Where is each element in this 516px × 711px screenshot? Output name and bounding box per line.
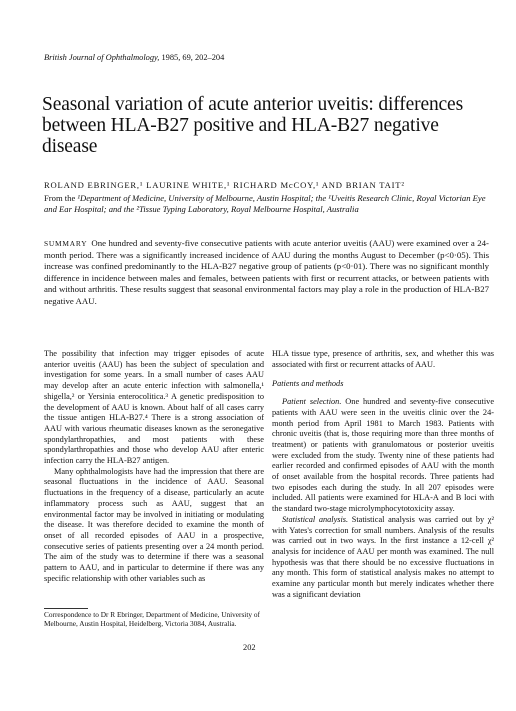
- journal-volume: 1985, 69, 202–204: [161, 53, 225, 62]
- body-paragraph: The possibility that infection may trigger episodes of acute anterior uveitis (AAU) has been the subject of speculation and investigation for some years. In a small number of cases AAU may develop after an acute enteric infection with salmonella,¹ shigella,² or Yersinia enterocolitica.³ A genetic predisposition to the development of AAU is known. About half of all cases carry the tissue antigen HLA-B27.⁴ There is a strong association of AAU with various rheumatic diseases known as the seronegative spondylarthropathies, and most patients with these spondylarthropathies and those who develop AAU after enteric infection carry the HLA-B27 antigen.: [44, 349, 264, 466]
- subheading: Patient selection.: [282, 397, 342, 407]
- article-title: Seasonal variation of acute anterior uveitis: differences between HLA-B27 positive and HLA-B27 negative disease: [42, 94, 464, 157]
- body-column-left: [44, 349, 264, 584]
- paragraph-text: Statistical analysis was carried out by χ² with Yates's correction for small numbers. Analysis of the results was carried out in two ways. In the first instance a 12-cell χ² analysis for incidence of AAU per month was examined. The null hypothesis was that there should be no excessive fluctuations in any month. This form of statistical analysis makes no attempt to examine any particular month but merely indicates whether there was a significant deviation: [272, 514, 494, 599]
- body-column-right: [272, 349, 494, 600]
- affiliation: [44, 193, 494, 214]
- affiliation-lead: From the: [44, 193, 76, 203]
- journal-name: British Journal of Ophthalmology,: [44, 53, 160, 62]
- paragraph-text: One hundred and seventy-five consecutive patients with AAU were seen in the uveitis clinic over the 24-month period from April 1981 to March 1983. Patients with chronic uveitis (that is, those requiring more than three months of treatment) or patients with granulomatous or posterior uveitis were excluded from the study. Twenty nine of these patients had earlier recorded and confirmed episodes of AAU with the month of onset available from the hospital records. Three patients had two episodes each during the study. In all 207 episodes were included. All patients were examined for HLA-A and B loci with the standard two-stage microlymphocytotoxicity assay.: [272, 397, 495, 514]
- body-paragraph: [272, 515, 494, 601]
- affiliation-text: ¹Department of Medicine, University of Melbourne, Austin Hospital; the ¹Uveitis Research Clinic, Royal Victorian Eye and Ear Hospital; and the ²Tissue Typing Laboratory, Royal Melbourne Hospital, Australia: [44, 193, 486, 214]
- journal-citation: [44, 53, 224, 62]
- page-number: 202: [243, 643, 256, 652]
- body-paragraph: [272, 397, 494, 515]
- body-paragraph: HLA tissue type, presence of arthritis, sex, and whether this was associated with first or recurrent attacks of AAU.: [272, 349, 494, 369]
- abstract: [44, 238, 489, 308]
- correspondence-footnote: Correspondence to Dr R Ebringer, Department of Medicine, University of Melbourne, Austin Hospital, Heidelberg, Victoria 3084, Australia.: [44, 610, 260, 629]
- body-paragraph: Many ophthalmologists have had the impression that there are seasonal fluctuations in the incidence of AAU. Seasonal fluctuations in the frequency of a disease, particularly an acute inflammatory process such as AAU, suggest that an environmental factor may be involved in initiating or modulating the disease. It was therefore decided to examine the month of onset of all recorded episodes of AAU in a prospective, consecutive series of patients presenting over a 24 month period. The aim of the study was to determine if there was a seasonal pattern to AAU, and in particular to determine if there was any specific relationship with other variables such as: [44, 466, 264, 583]
- section-heading: Patients and methods: [272, 379, 344, 389]
- subheading: Statistical analysis.: [282, 514, 349, 524]
- abstract-label: SUMMARY: [44, 239, 88, 248]
- footnote-divider: [44, 608, 88, 609]
- abstract-text: One hundred and seventy-five consecutive patients with acute anterior uveitis (AAU) were examined over a 24-month period. There was a significantly increased incidence of AAU during the months August to December (p<0·05). This increase was confined predominantly to the HLA-B27 negative group of patients (p<0·01). There was no significant monthly difference in incidence between males and females, between patients with first or recurrent attacks, or between patients with and without arthritis. These results suggest that seasonal environmental factors may play a role in the production of HLA-B27 negative AAU.: [44, 238, 489, 306]
- author-list: ROLAND EBRINGER,¹ LAURINE WHITE,¹ RICHARD McCOY,¹ AND BRIAN TAIT²: [44, 180, 405, 190]
